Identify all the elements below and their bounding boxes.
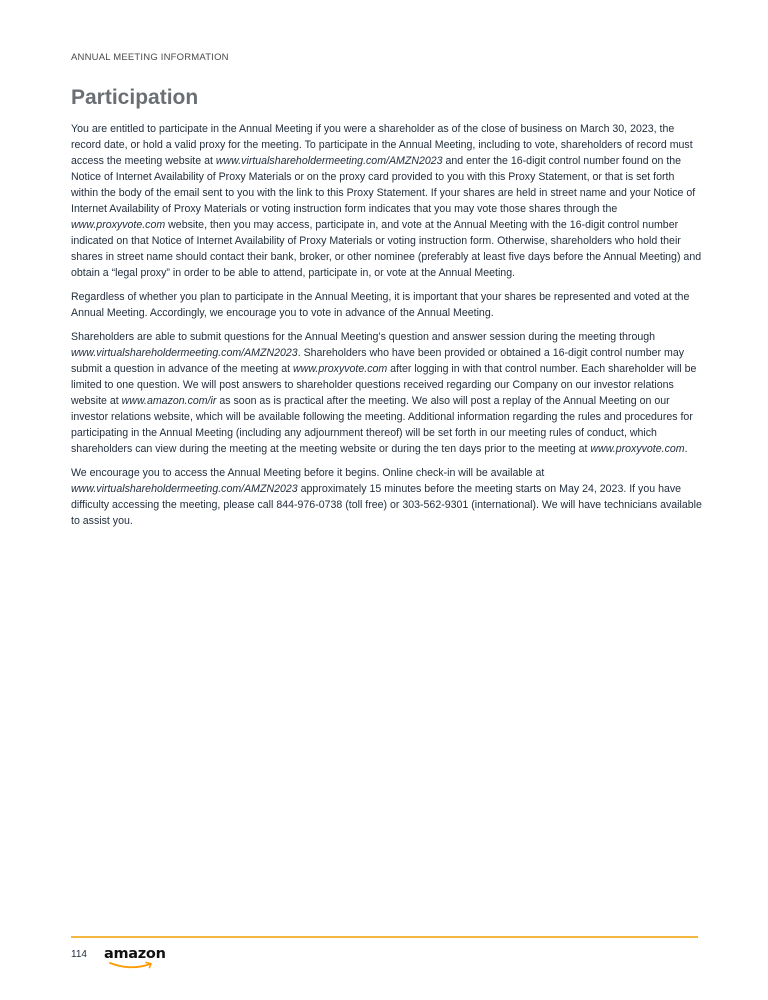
paragraph — [71, 465, 703, 529]
smile-arrow-icon — [108, 961, 158, 970]
paragraph-text: website, then you may access, participate in, and vote at the Annual Meeting with the 16-digit control number indicated on that Notice of Internet Availability of Proxy Materials or voting instruction form. Otherwise, shareholders who hold their shares in street name should contact their bank, broker, or other nominee (preferably at least five days before the Annual Meeting) and obtain a “legal proxy” in order to be able to attend, participate in, or vote at the Annual Meeting. — [71, 219, 702, 279]
page-number: 114 — [71, 949, 87, 960]
page-title: Participation — [71, 86, 199, 109]
paragraph-text: You are entitled to participate in the Annual Meeting if you were a shareholder as of the close of business on March 30, 2023, the record date, or hold a valid proxy for the meeting. To participate in the Annual Meeting, including to vote, shareholders of record must access the meeting website at — [71, 123, 693, 167]
footer-rule — [71, 936, 698, 938]
paragraph-text: after logging in with that control number. Each shareholder will be limited to one question. We will post answers to shareholder questions received regarding our Company on our investor relations website at — [71, 363, 697, 407]
url-text: www.virtualshareholdermeeting.com/AMZN2023 — [71, 347, 298, 359]
paragraph — [71, 121, 703, 281]
paragraph-text: approximately 15 minutes before the meeting starts on May 24, 2023. If you have difficulty accessing the meeting, please call 844-976-0738 (toll free) or 303-562-9301 (international). We will have technicians available to assist you. — [71, 483, 702, 527]
paragraph — [71, 329, 703, 457]
url-text: www.proxyvote.com — [71, 219, 166, 231]
paragraph-text: Shareholders are able to submit questions for the Annual Meeting’s question and answer session during the meeting through — [71, 331, 656, 343]
section-label: ANNUAL MEETING INFORMATION — [71, 52, 229, 63]
url-text: www.virtualshareholdermeeting.com/AMZN2023 — [215, 155, 443, 167]
paragraph — [71, 289, 703, 321]
paragraph-text: We encourage you to access the Annual Meeting before it begins. Online check-in will be available at — [71, 467, 545, 479]
paragraph-text: and enter the 16-digit control number found on the Notice of Internet Availability of Proxy Materials or on the proxy card provided to you with this Proxy Statement, or that is set forth within the body of the email sent to you with the link to this Proxy Statement. If your shares are held in street name and your Notice of Internet Availability of Proxy Materials or voting instruction form indicates that you may vote those shares through the — [71, 155, 696, 215]
logo-wordmark: amazon — [104, 946, 166, 962]
amazon-logo — [104, 946, 166, 972]
url-text: www.proxyvote.com — [293, 363, 388, 375]
paragraph-text: Regardless of whether you plan to participate in the Annual Meeting, it is important that your shares be represented and voted at the Annual Meeting. Accordingly, we encourage you to vote in advance of the Annual Meeting. — [71, 291, 690, 319]
url-text: www.amazon.com/ir — [121, 395, 217, 407]
url-text: www.proxyvote.com — [590, 443, 685, 455]
body-text — [71, 121, 703, 537]
paragraph-text: . Shareholders who have been provided or obtained a 16-digit control number may submit a question in advance of the meeting at — [71, 347, 685, 375]
paragraph-text: as soon as is practical after the meeting. We also will post a replay of the Annual Meeting on our investor relations website, which will be available following the meeting. Additional information regarding the rules and procedures for participating in the Annual Meeting (including any adjournment thereof) will be set forth in our meeting rules of conduct, which shareholders can view during the meeting at the meeting website or during the ten days prior to the meeting at — [71, 395, 693, 455]
url-text: www.virtualshareholdermeeting.com/AMZN2023 — [71, 483, 298, 495]
paragraph-text: . — [684, 443, 688, 455]
